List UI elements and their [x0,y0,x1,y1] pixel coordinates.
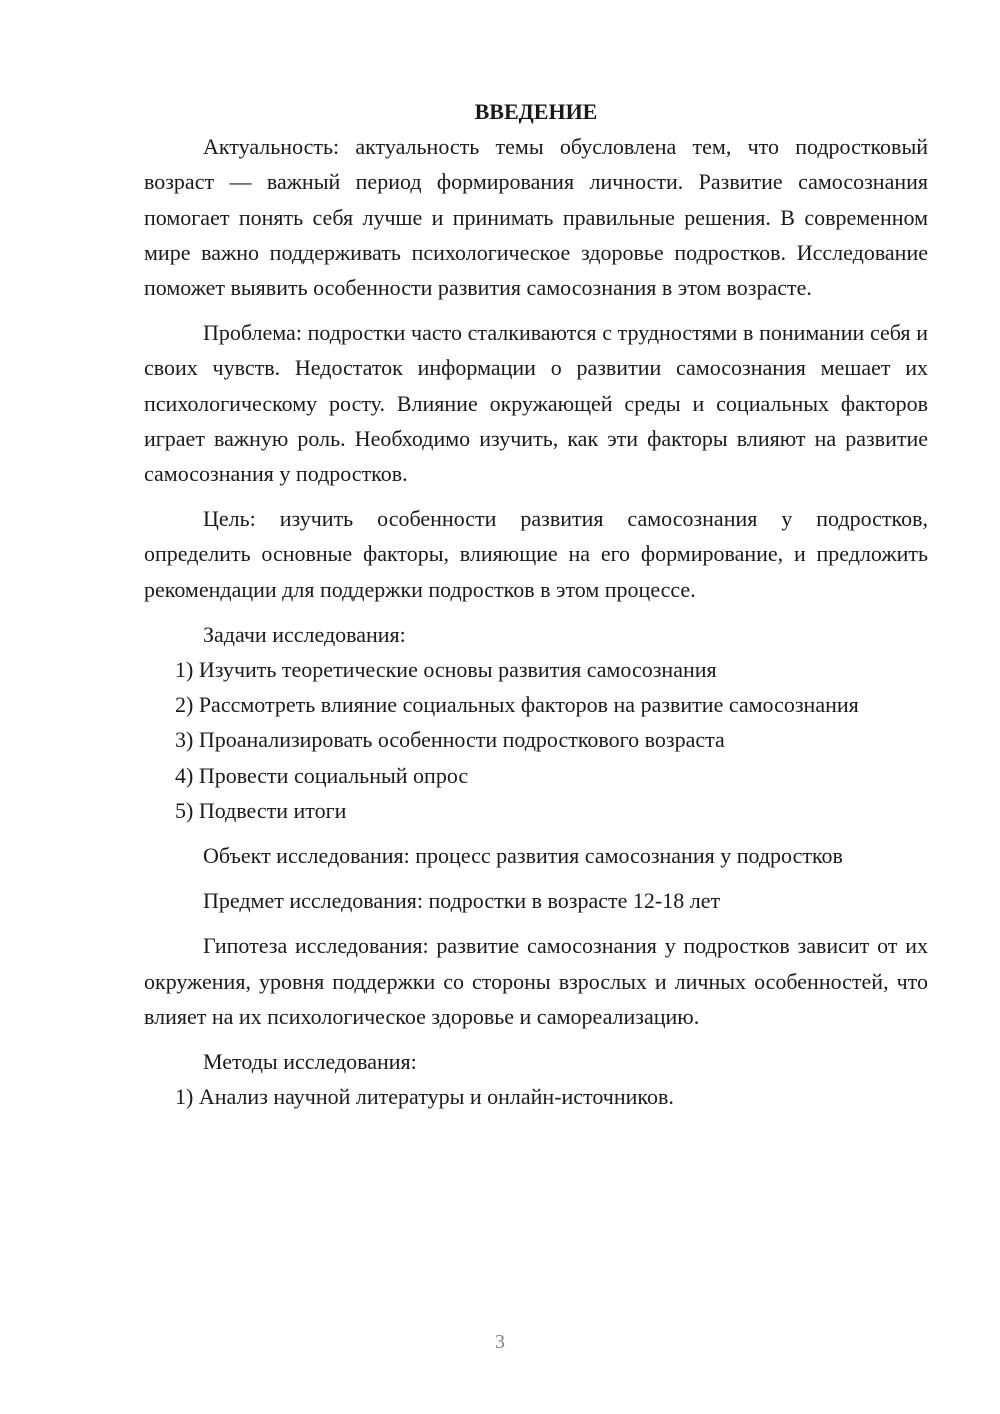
relevance-paragraph: Актуальность: актуальность темы обусловлена тем, что подростковый возраст — важный период формирования личности. Развитие самосознания помогает понять себя лучше и принимать правильные решения. В современном мире важно поддерживать психологическое здоровье подростков. Исследование поможет выявить особенности развития самосознания в этом возрасте. [144,134,928,300]
page-number: 3 [495,1331,505,1353]
goal-paragraph: Цель: изучить особенности развития самосознания у подростков, определить основные факторы, влияющие на его формирование, и предложить рекомендации для поддержки подростков в этом процессе. [144,506,928,602]
methods-heading: Методы исследования: [203,1049,417,1075]
subject-paragraph: Предмет исследования: подростки в возрасте 12-18 лет [203,888,721,914]
task-item-1: 1) Изучить теоретические основы развития самосознания [175,657,717,683]
page-body [144,94,928,1114]
method-item-1: 1) Анализ научной литературы и онлайн-источников. [175,1084,674,1110]
task-item-5: 5) Подвести итоги [175,797,347,823]
hypothesis-paragraph: Гипотеза исследования: развитие самосознания у подростков зависит от их окружения, уровня поддержки со стороны взрослых и личных особенностей, что влияет на их психологическое здоровье и самореализацию. [144,933,928,1029]
object-paragraph: Объект исследования: процесс развития самосознания у подростков [203,843,843,869]
page-title: ВВЕДЕНИЕ [474,99,598,124]
task-item-2: 2) Рассмотреть влияние социальных факторов на развитие самосознания [175,692,859,718]
task-item-3: 3) Проанализировать особенности подросткового возраста [175,727,725,753]
task-item-4: 4) Провести социальный опрос [175,762,469,788]
tasks-heading: Задачи исследования: [203,621,406,647]
problem-paragraph: Проблема: подростки часто сталкиваются с трудностями в понимании себя и своих чувств. Недостаток информации о развитии самосознания мешает их психологическому росту. Влияние окружающей среды и социальных факторов играет важную роль. Необходимо изучить, как эти факторы влияют на развитие самосознания у подростков. [144,320,928,487]
